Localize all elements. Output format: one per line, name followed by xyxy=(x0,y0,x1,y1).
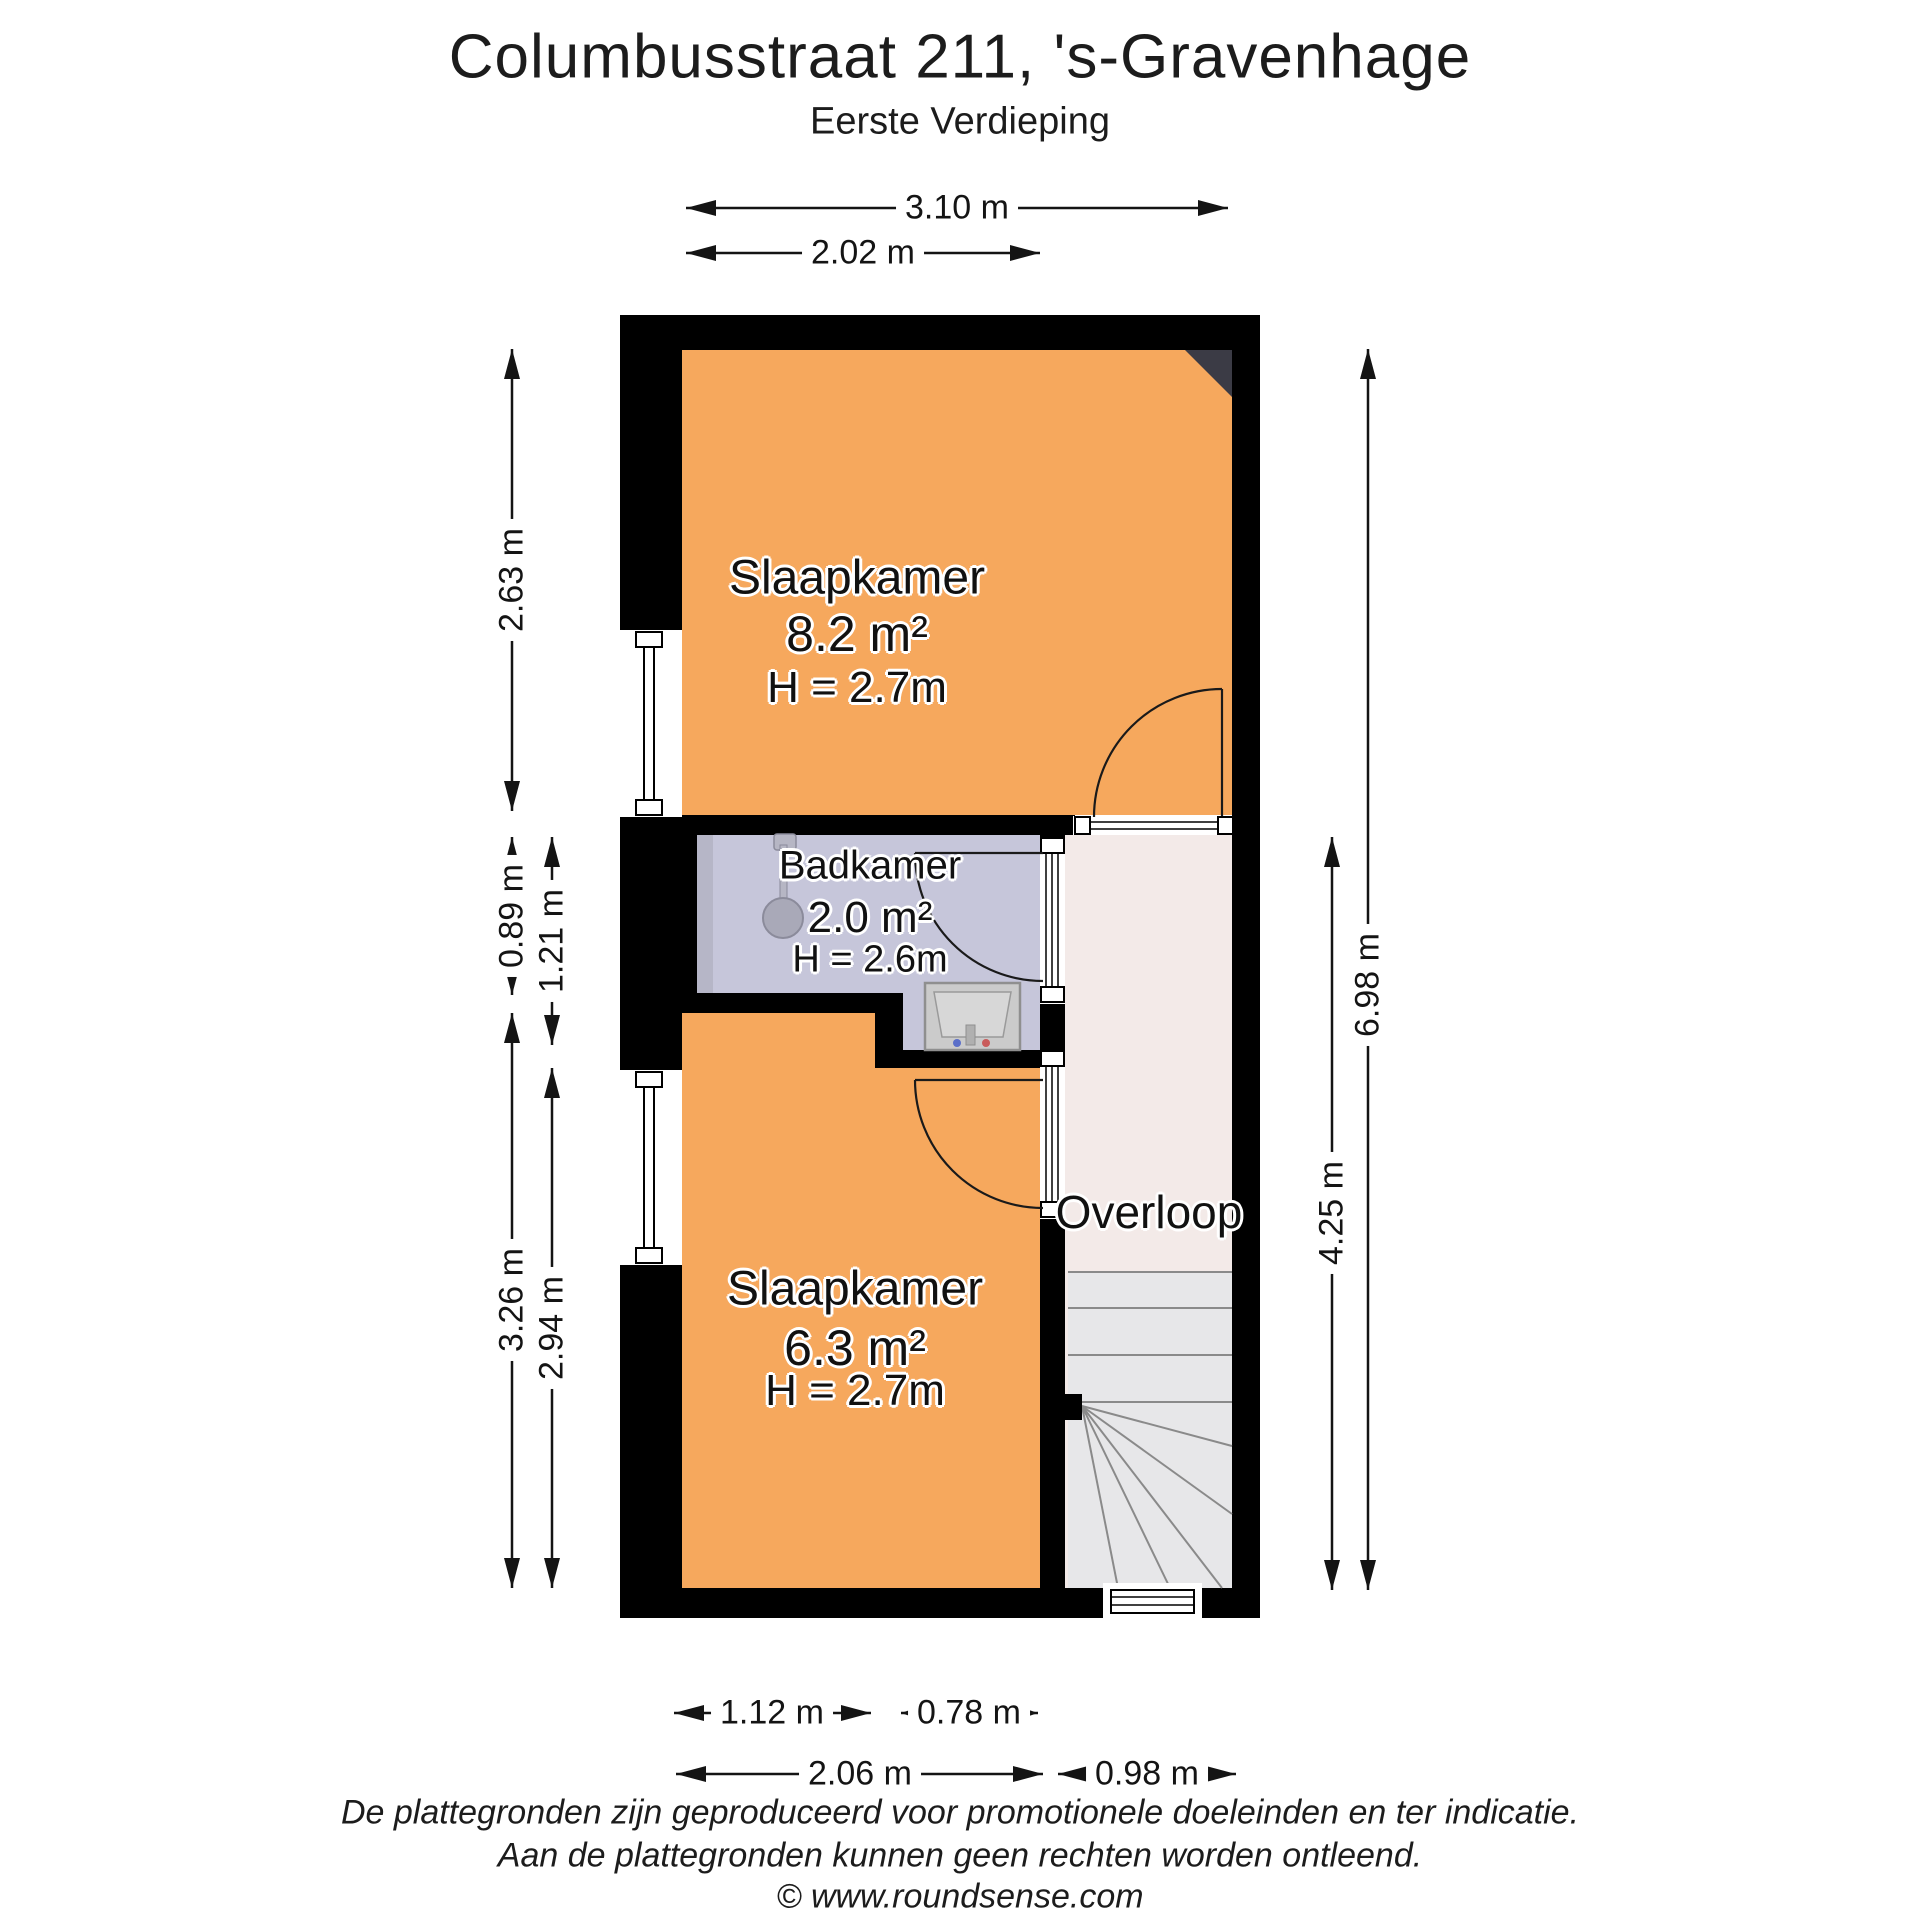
cold-tap-dot xyxy=(953,1039,961,1047)
bathroom-ceiling-height: H = 2.6m xyxy=(792,938,948,981)
dim-left-bathroom-outer: 1.21 m xyxy=(532,880,573,1002)
door-frame xyxy=(1073,816,1234,835)
wall-left xyxy=(620,315,682,1618)
wall-bathroom-bottom xyxy=(682,993,903,1013)
bathroom-area: 2.0 m² xyxy=(807,893,933,942)
dim-bottom-stairs: 0.98 m xyxy=(1086,1754,1208,1795)
stair-newel-post xyxy=(1062,1394,1082,1420)
dim-left-bathroom-inner: 0.89 m xyxy=(492,855,533,977)
wall-right xyxy=(1232,315,1260,1618)
disclaimer-line-1: De plattegronden zijn geproduceerd voor promotionele doeleinden en ter indicatie. xyxy=(340,1793,1580,1832)
bathroom-floor-shadow xyxy=(697,835,713,993)
page-subtitle: Eerste Verdieping xyxy=(810,100,1110,143)
staircase-icon xyxy=(1062,1272,1232,1618)
dim-bottom-bedroom-left: 1.12 m xyxy=(711,1693,833,1734)
window-icon xyxy=(620,630,682,817)
bedroom-top-area: 8.2 m² xyxy=(786,606,928,662)
copyright: © www.roundsense.com xyxy=(776,1877,1144,1916)
landing-name: Overloop xyxy=(1055,1186,1243,1238)
bedroom-bottom-area: 6.3 m² xyxy=(784,1320,926,1376)
bathroom-name: Badkamer xyxy=(778,843,962,888)
bedroom-bottom-name: Slaapkamer xyxy=(726,1262,984,1316)
wall-alcove-stub xyxy=(875,1013,903,1068)
window-icon xyxy=(620,1070,682,1265)
disclaimer-line-2: Aan de plattegronden kunnen geen rechten worden ontleend. xyxy=(497,1836,1423,1875)
hot-tap-dot xyxy=(982,1039,990,1047)
wall-bedroom-bathroom xyxy=(620,815,1075,835)
dim-bottom-bedroom-overall: 2.06 m xyxy=(799,1754,921,1795)
page-title: Columbusstraat 211, 's-Gravenhage xyxy=(448,22,1472,92)
dim-left-bedroom-bottom-outer: 3.26 m xyxy=(492,1239,533,1361)
dim-left-bedroom-top: 2.63 m xyxy=(492,519,533,641)
wall-alcove-bottom xyxy=(903,1050,1040,1068)
door-frame xyxy=(1040,837,1065,1004)
dim-top-bedroom: 2.02 m xyxy=(802,233,924,274)
wall-top xyxy=(620,315,1260,350)
dim-bottom-alcove: 0.78 m xyxy=(908,1693,1030,1734)
wall-bathroom-left xyxy=(682,835,697,1013)
dim-left-bedroom-bottom-inner: 2.94 m xyxy=(532,1267,573,1389)
dim-right-landing: 4.25 m xyxy=(1312,1152,1353,1274)
bedroom-top-ceiling-height: H = 2.7m xyxy=(767,663,947,712)
washbasin-icon xyxy=(925,983,1020,1050)
dim-top-overall: 3.10 m xyxy=(896,188,1018,229)
bedroom-top-name: Slaapkamer xyxy=(728,551,986,605)
dim-right-overall: 6.98 m xyxy=(1348,924,1389,1046)
bedroom-bottom-ceiling-height: H = 2.7m xyxy=(765,1366,945,1415)
